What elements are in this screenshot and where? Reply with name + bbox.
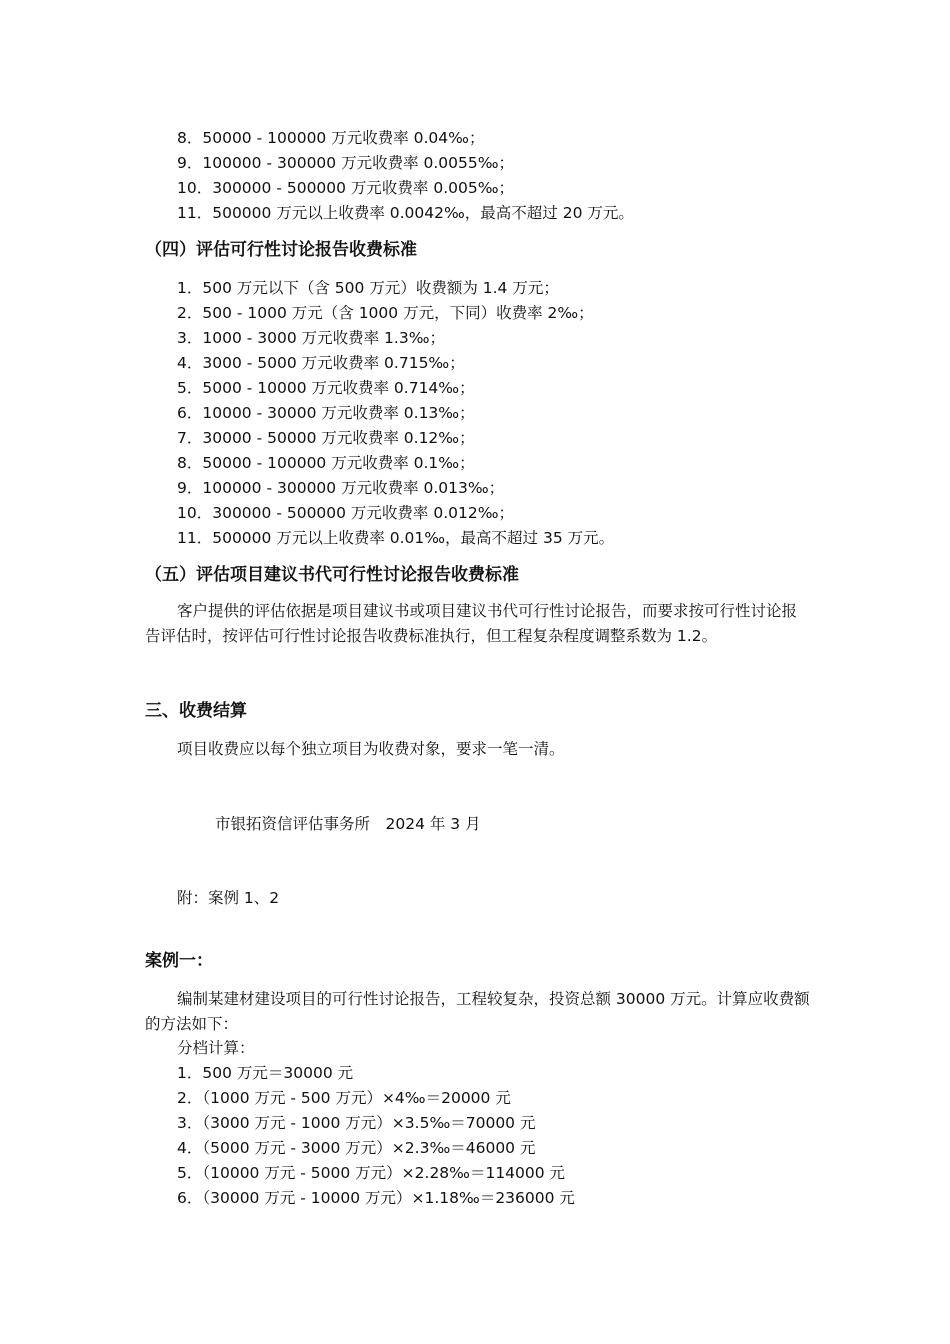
list-item: 5．5000 - 10000 万元收费率 0.714‰； bbox=[177, 379, 475, 397]
list-item: 4．（5000 万元 - 3000 万元）×2.3‰＝46000 元 bbox=[177, 1139, 536, 1157]
subheading: 分档计算： bbox=[177, 1039, 255, 1057]
list-item: 4．3000 - 5000 万元收费率 0.715‰； bbox=[177, 354, 465, 372]
list-item: 8．50000 - 100000 万元收费率 0.1‰； bbox=[177, 454, 475, 472]
section-heading: 三、收费结算 bbox=[145, 701, 247, 721]
paragraph bbox=[145, 987, 810, 1037]
list-item: 11．500000 万元以上收费率 0.0042‰，最高不超过 20 万元。 bbox=[177, 204, 634, 222]
list-item: 10．300000 - 500000 万元收费率 0.012‰； bbox=[177, 504, 515, 522]
list-item: 3．（3000 万元 - 1000 万元）×3.5‰＝70000 元 bbox=[177, 1114, 536, 1132]
paragraph bbox=[145, 599, 810, 649]
attachment-note: 附：案例 1、2 bbox=[177, 889, 280, 907]
list-item: 5．（10000 万元 - 5000 万元）×2.28‰＝114000 元 bbox=[177, 1164, 566, 1182]
list-item: 8．50000 - 100000 万元收费率 0.04‰； bbox=[177, 129, 485, 147]
section-heading: （五）评估项目建议书代可行性讨论报告收费标准 bbox=[145, 565, 519, 585]
paragraph-text: 编制某建材建设项目的可行性讨论报告，工程较复杂，投资总额 30000 万元。计算应收费额的方法如下： bbox=[145, 990, 810, 1033]
list-item: 6．10000 - 30000 万元收费率 0.13‰； bbox=[177, 404, 475, 422]
list-item: 2．500 - 1000 万元（含 1000 万元，下同）收费率 2‰； bbox=[177, 304, 594, 322]
list-item: 9．100000 - 300000 万元收费率 0.0055‰； bbox=[177, 154, 515, 172]
list-item: 2．（1000 万元 - 500 万元）×4‰＝20000 元 bbox=[177, 1089, 511, 1107]
list-item: 10．300000 - 500000 万元收费率 0.005‰； bbox=[177, 179, 515, 197]
list-item: 11．500000 万元以上收费率 0.01‰，最高不超过 35 万元。 bbox=[177, 529, 615, 547]
list-item: 1．500 万元以下（含 500 万元）收费额为 1.4 万元； bbox=[177, 279, 559, 297]
section-heading: （四）评估可行性讨论报告收费标准 bbox=[145, 240, 417, 260]
list-item: 6．（30000 万元 - 10000 万元）×1.18‰＝236000 元 bbox=[177, 1189, 575, 1207]
list-item: 1．500 万元＝30000 元 bbox=[177, 1064, 354, 1082]
case-heading: 案例一： bbox=[145, 951, 213, 971]
signature: 市银拓资信评估事务所 2024 年 3 月 bbox=[215, 815, 481, 833]
list-item: 9．100000 - 300000 万元收费率 0.013‰； bbox=[177, 479, 505, 497]
paragraph-text: 客户提供的评估依据是项目建议书或项目建议书代可行性讨论报告，而要求按可行性讨论报告评估时，按评估可行性讨论报告收费标准执行，但工程复杂程度调整系数为 1.2。 bbox=[145, 602, 798, 645]
list-item: 7．30000 - 50000 万元收费率 0.12‰； bbox=[177, 429, 475, 447]
paragraph: 项目收费应以每个独立项目为收费对象，要求一笔一清。 bbox=[177, 740, 565, 758]
list-item: 3．1000 - 3000 万元收费率 1.3‰； bbox=[177, 329, 446, 347]
